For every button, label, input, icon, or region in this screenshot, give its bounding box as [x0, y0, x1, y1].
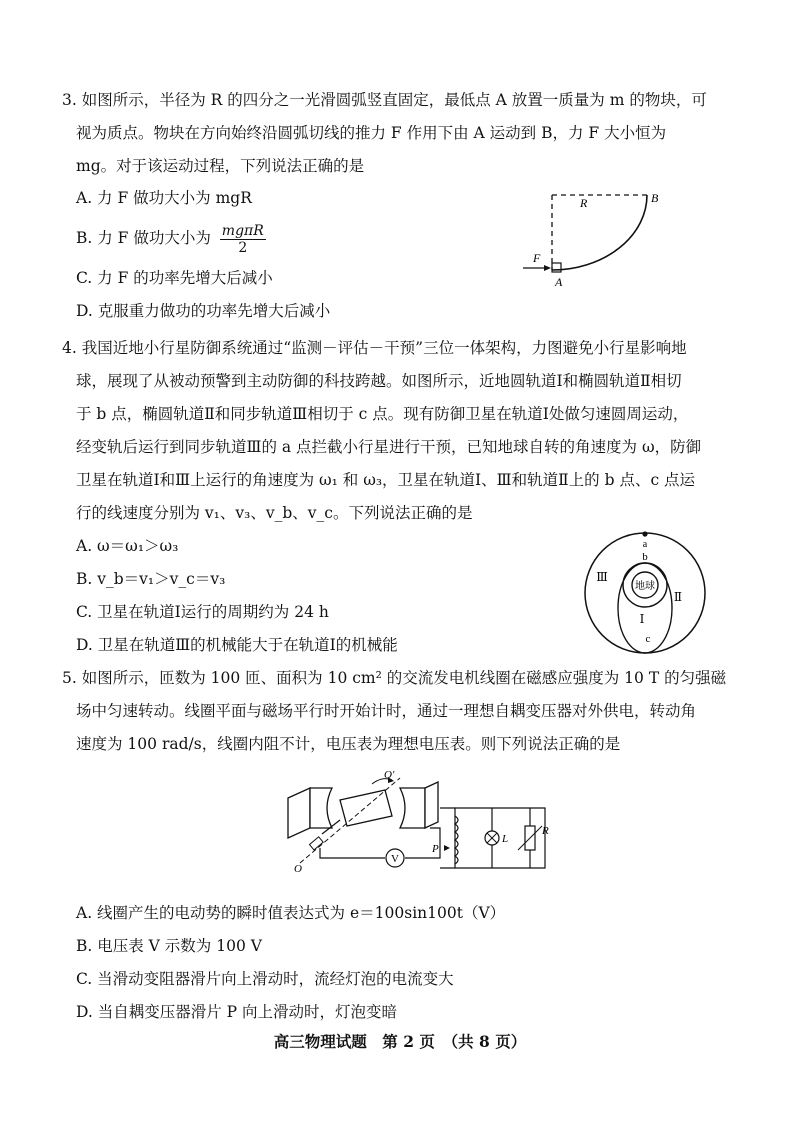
- q3-quarter-arc: [552, 195, 647, 270]
- q4-earth-label: 地球: [635, 581, 655, 592]
- q3-label-a: A: [555, 275, 563, 289]
- q3-label-f: F: [533, 251, 541, 265]
- q3-stem-line3: mg。对于该运动过程，下列说法正确的是: [76, 157, 365, 175]
- q4-label-b: b: [642, 551, 648, 563]
- q5-option-d: D. 当自耦变压器滑片 P 向上滑动时，灯泡变暗: [76, 1003, 398, 1021]
- q4-stem-line4: 经变轨后运行到同步轨道Ⅲ的 a 点拦截小行星进行干预，已知地球自转的角速度为 ω，防御: [76, 438, 702, 456]
- q5-slip-ring: [309, 837, 323, 850]
- q3-fraction-denominator: 2: [238, 239, 248, 256]
- q4-label-c: c: [645, 633, 651, 645]
- q4-stem-line5: 卫星在轨道Ⅰ和Ⅲ上运行的角速度为 ω₁ 和 ω₃，卫星在轨道Ⅰ、Ⅲ和轨道Ⅱ上的 b 点、c 点运: [76, 471, 696, 489]
- q3-option-b: [76, 221, 266, 256]
- q3-option-c: C. 力 F 的功率先增大后减小: [76, 269, 273, 287]
- q5-stem-line1: 5. 如图所示，匝数为 100 匝、面积为 10 cm² 的交流发电机线圈在磁感应强度为 10 T 的匀强磁: [62, 669, 727, 687]
- q4-label-orbit-i: Ⅰ: [639, 612, 645, 626]
- q4-option-b: B. v_b＝v₁＞v_c＝v₃: [76, 570, 226, 588]
- q4-stem-line2: 球，展现了从被动预警到主动防御的科技跨越。如图所示，近地圆轨道Ⅰ和椭圆轨道Ⅱ相切: [76, 372, 682, 390]
- q5-stem-line2: 场中匀速转动。线圈平面与磁场平行时开始计时，通过一理想自耦变压器对外供电，转动角: [76, 702, 697, 720]
- q5-label-l: L: [502, 833, 509, 845]
- q4-option-a: A. ω＝ω₁＞ω₃: [76, 537, 179, 555]
- q3-option-d: D. 克服重力做功的功率先增大后减小: [76, 302, 331, 320]
- q4-option-c: C. 卫星在轨道Ⅰ运行的周期约为 24 h: [76, 603, 329, 621]
- q5-label-o: O: [294, 863, 302, 875]
- q5-transformer-coil: [455, 816, 458, 864]
- q3-label-r: R: [580, 196, 588, 210]
- q3-fraction-numerator: mgπR: [221, 222, 264, 239]
- q5-slider-p-arrow: [444, 845, 450, 851]
- q3-label-b: B: [651, 191, 659, 205]
- q5-wire-right-connect: [430, 828, 440, 843]
- q5-option-c: C. 当滑动变阻器滑片向上滑动时，流经灯泡的电流变大: [76, 970, 454, 988]
- q5-label-p: P: [432, 843, 439, 855]
- q4-point-a-marker: [642, 531, 647, 536]
- q5-magnet-left-face: [288, 788, 310, 838]
- q4-option-d: D. 卫星在轨道Ⅲ的机械能大于在轨道Ⅰ的机械能: [76, 636, 398, 654]
- q5-magnet-right-side: [425, 782, 438, 828]
- q3-arc-figure: [515, 180, 695, 295]
- page-footer: 高三物理试题 第 2 页 （共 8 页）: [273, 1032, 527, 1051]
- q4-stem-line3: 于 b 点，椭圆轨道Ⅱ和同步轨道Ⅲ相切于 c 点。现有防御卫星在轨道Ⅰ处做匀速圆周运动，: [76, 405, 689, 423]
- q3-stem-line1: 3. 如图所示，半径为 R 的四分之一光滑圆弧竖直固定，最低点 A 放置一质量为 m 的物块，可: [62, 91, 707, 109]
- q4-label-a: a: [642, 539, 648, 550]
- q5-option-b: B. 电压表 V 示数为 100 V: [76, 937, 262, 955]
- q5-label-v: V: [391, 853, 399, 865]
- q5-coil: [340, 790, 392, 826]
- q5-transformer-frame: [440, 808, 455, 868]
- q5-stem-line3: 速度为 100 rad/s，线圈内阻不计，电压表为理想电压表。则下列说法正确的是: [76, 735, 621, 753]
- q5-label-r: R: [542, 825, 549, 837]
- q4-stem-line6: 行的线速度分别为 v₁、v₃、v_b、v_c。下列说法正确的是: [76, 504, 473, 522]
- q5-magnet-left-pole: [310, 788, 332, 828]
- q4-stem-line1: 4. 我国近地小行星防御系统通过“监测－评估－干预”三位一体架构，力图避免小行星影响地: [62, 339, 687, 357]
- q5-generator-figure: [280, 768, 560, 883]
- q5-magnet-right-pole: [400, 788, 425, 828]
- q5-wire-bottom-left: [320, 848, 385, 858]
- q3-force-arrowhead: [544, 265, 551, 271]
- q4-label-orbit-iii: Ⅲ: [596, 570, 608, 584]
- q4-orbit-figure: [580, 528, 710, 658]
- q3-option-b-fraction: [220, 223, 266, 256]
- q4-label-orbit-ii: Ⅱ: [673, 590, 683, 604]
- q5-option-a: A. 线圈产生的电动势的瞬时值表达式为 e＝100sin100t（V）: [76, 904, 506, 922]
- q3-option-b-text: B. 力 F 做功大小为: [76, 229, 211, 247]
- q3-option-a: A. 力 F 做功大小为 mgR: [76, 189, 252, 207]
- q3-stem-line2: 视为质点。物块在方向始终沿圆弧切线的推力 F 作用下由 A 运动到 B，力 F 大小恒为: [76, 124, 667, 142]
- q5-label-o-prime: O′: [384, 769, 395, 781]
